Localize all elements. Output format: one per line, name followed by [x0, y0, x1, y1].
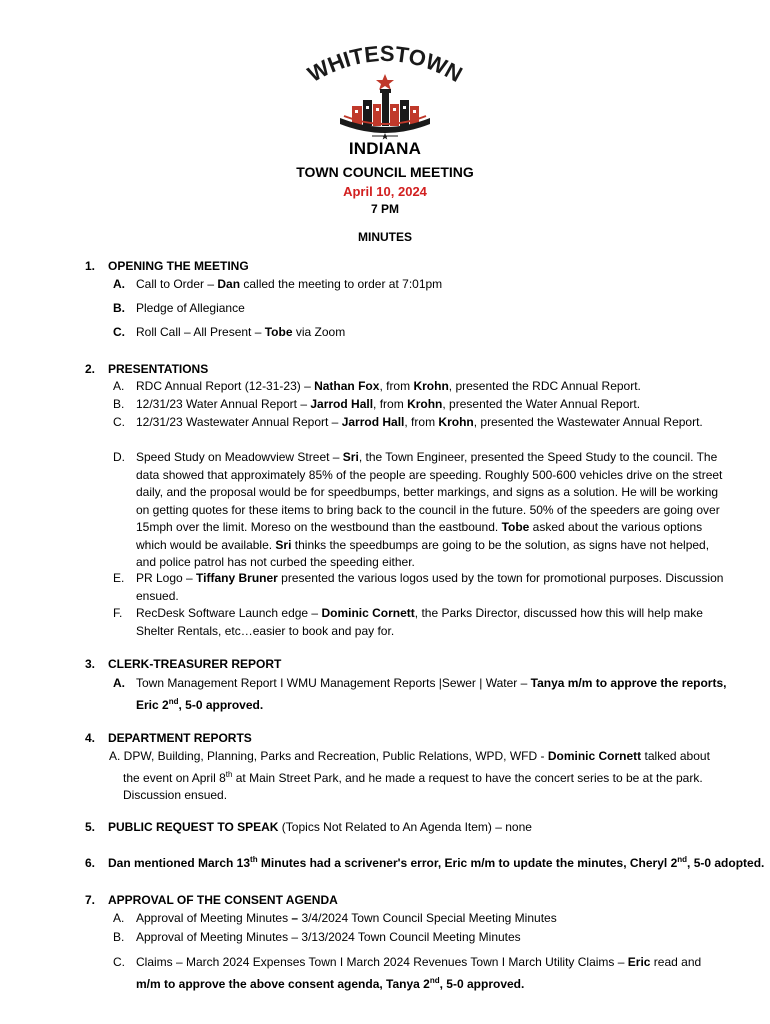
section-1-item-c: C. Roll Call – All Present – Tobe via Zoom	[113, 325, 346, 339]
section-2-item-d: D. Speed Study on Meadowview Street – Sri, the Town Engineer, presented the Speed Study to the council. The data showed that approximately 85% of the people are speeding. Roughly 500-600 vehicles drive on the street daily, and the proposal would be for speedbumps, better markings, and signs as a solution. He will be working on getting quotes for these items to bring back to the council in the future. 50% of the speeders are going over 15mph over the limit. Moreso on the westbound than the eastbound. Tobe asked about the various options which would be available. Sri thinks the speedbumps are going to be the solution, as signs have not helped, and police patrol has not curbed the speeding either.	[113, 450, 723, 569]
section-6-line: 6. Dan mentioned March 13th Minutes had a scrivener's error, Eric m/m to update the minutes, Cheryl 2nd, 5-0 adopted.	[85, 855, 765, 870]
section-7-item-a: A. Approval of Meeting Minutes – 3/4/2024 Town Council Special Meeting Minutes	[113, 911, 557, 925]
section-7-item-c: C. Claims – March 2024 Expenses Town I March 2024 Revenues Town I March Utility Claims – Eric read and m/m to approve the above consent agenda, Tanya 2nd, 5-0 approved.	[113, 955, 702, 991]
section-2-item-a: A. RDC Annual Report (12-31-23) – Nathan Fox, from Krohn, presented the RDC Annual Report.	[113, 379, 641, 393]
section-5-line: 5. PUBLIC REQUEST TO SPEAK (Topics Not Related to An Agenda Item) – none	[85, 820, 532, 834]
section-7-title: 7. APPROVAL OF THE CONSENT AGENDA	[85, 893, 338, 907]
minutes-heading: MINUTES	[358, 230, 412, 244]
meeting-heading: TOWN COUNCIL MEETING	[296, 164, 474, 180]
section-7-item-b: B. Approval of Meeting Minutes – 3/13/2024 Town Council Meeting Minutes	[113, 930, 521, 944]
section-1-title: 1. OPENING THE MEETING	[85, 259, 249, 273]
section-3-item-a: A. Town Management Report I WMU Management Reports |Sewer | Water – Tanya m/m to approve the reports, Eric 2nd, 5-0 approved.	[113, 676, 727, 712]
section-2-item-e: E. PR Logo – Tiffany Bruner presented the various logos used by the town for promotional purposes. Discussion ensued.	[113, 571, 724, 603]
section-2-item-c: C. 12/31/23 Wastewater Annual Report – Jarrod Hall, from Krohn, presented the Wastewater Annual Report.	[113, 415, 703, 429]
whitestown-logo	[300, 44, 470, 142]
logo-wordmark: WHITESTOWN	[303, 44, 467, 88]
section-1-item-b: B. Pledge of Allegiance	[113, 301, 245, 315]
section-2-item-b: B. 12/31/23 Water Annual Report – Jarrod Hall, from Krohn, presented the Water Annual Report.	[113, 397, 641, 411]
section-2-item-f: F. RecDesk Software Launch edge – Dominic Cornett, the Parks Director, discussed how this will help make Shelter Rentals, etc…easier to book and pay for.	[113, 606, 703, 638]
section-4-title: 4. DEPARTMENT REPORTS	[85, 731, 252, 745]
section-2-title: 2. PRESENTATIONS	[85, 362, 209, 376]
state-heading: INDIANA	[348, 139, 422, 158]
meeting-time: 7 PM	[370, 202, 399, 216]
section-1-item-a: A. Call to Order – Dan called the meeting to order at 7:01pm	[113, 277, 443, 291]
section-3-title: 3. CLERK-TREASURER REPORT	[85, 657, 282, 671]
section-4-item-a: A. DPW, Building, Planning, Parks and Recreation, Public Relations, WPD, WFD - Dominic Cornett talked about the event on April 8th at Main Street Park, and he made a request to have the concert series to be at the park. Discussion ensued.	[109, 749, 710, 802]
meeting-date: April 10, 2024	[343, 184, 427, 199]
